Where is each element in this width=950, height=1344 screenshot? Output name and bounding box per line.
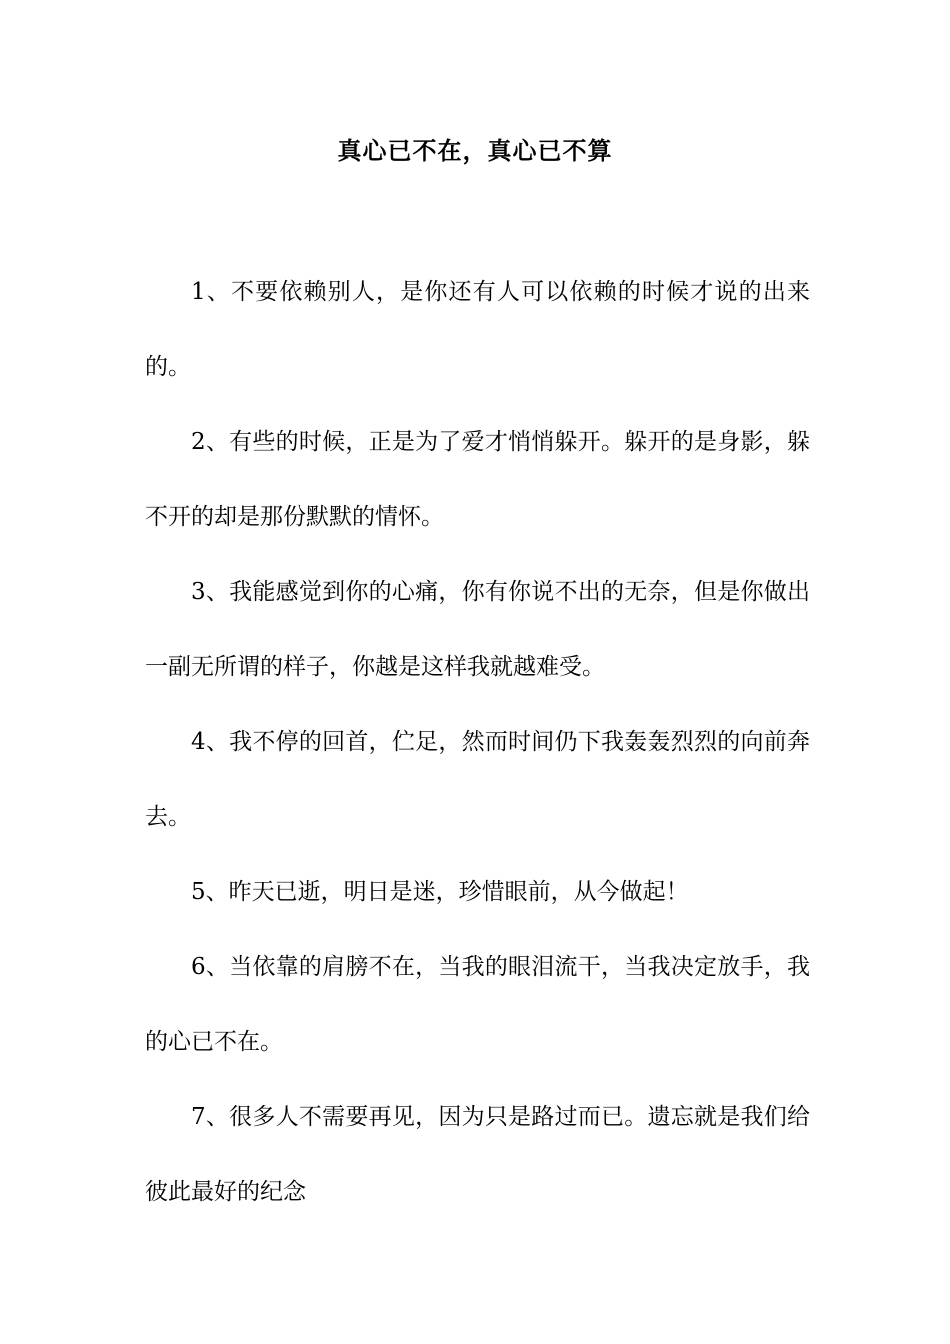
- document-body: [145, 255, 810, 1230]
- paragraph-5: 5、昨天已逝，明日是迷，珍惜眼前，从今做起！: [191, 879, 689, 905]
- document-title: 真心已不在，真心已不算: [337, 136, 613, 165]
- paragraph-3: 3、我能感觉到你的心痛，你有你说不出的无奈，但是你做出一副无所谓的样子，你越是这样我就越难受。: [145, 579, 810, 680]
- paragraph-1: 1、不要依赖别人，是你还有人可以依赖的时候才说的出来的。: [145, 279, 810, 380]
- paragraph-6: 6、当依靠的肩膀不在，当我的眼泪流干，当我决定放手，我的心已不在。: [145, 954, 810, 1055]
- paragraph-4: 4、我不停的回首，伫足，然而时间仍下我轰轰烈烈的向前奔去。: [145, 729, 810, 830]
- paragraph-7: 7、很多人不需要再见，因为只是路过而已。遗忘就是我们给彼此最好的纪念: [145, 1104, 810, 1205]
- paragraph-2: 2、有些的时候，正是为了爱才悄悄躲开。躲开的是身影，躲不开的却是那份默默的情怀。: [145, 429, 810, 530]
